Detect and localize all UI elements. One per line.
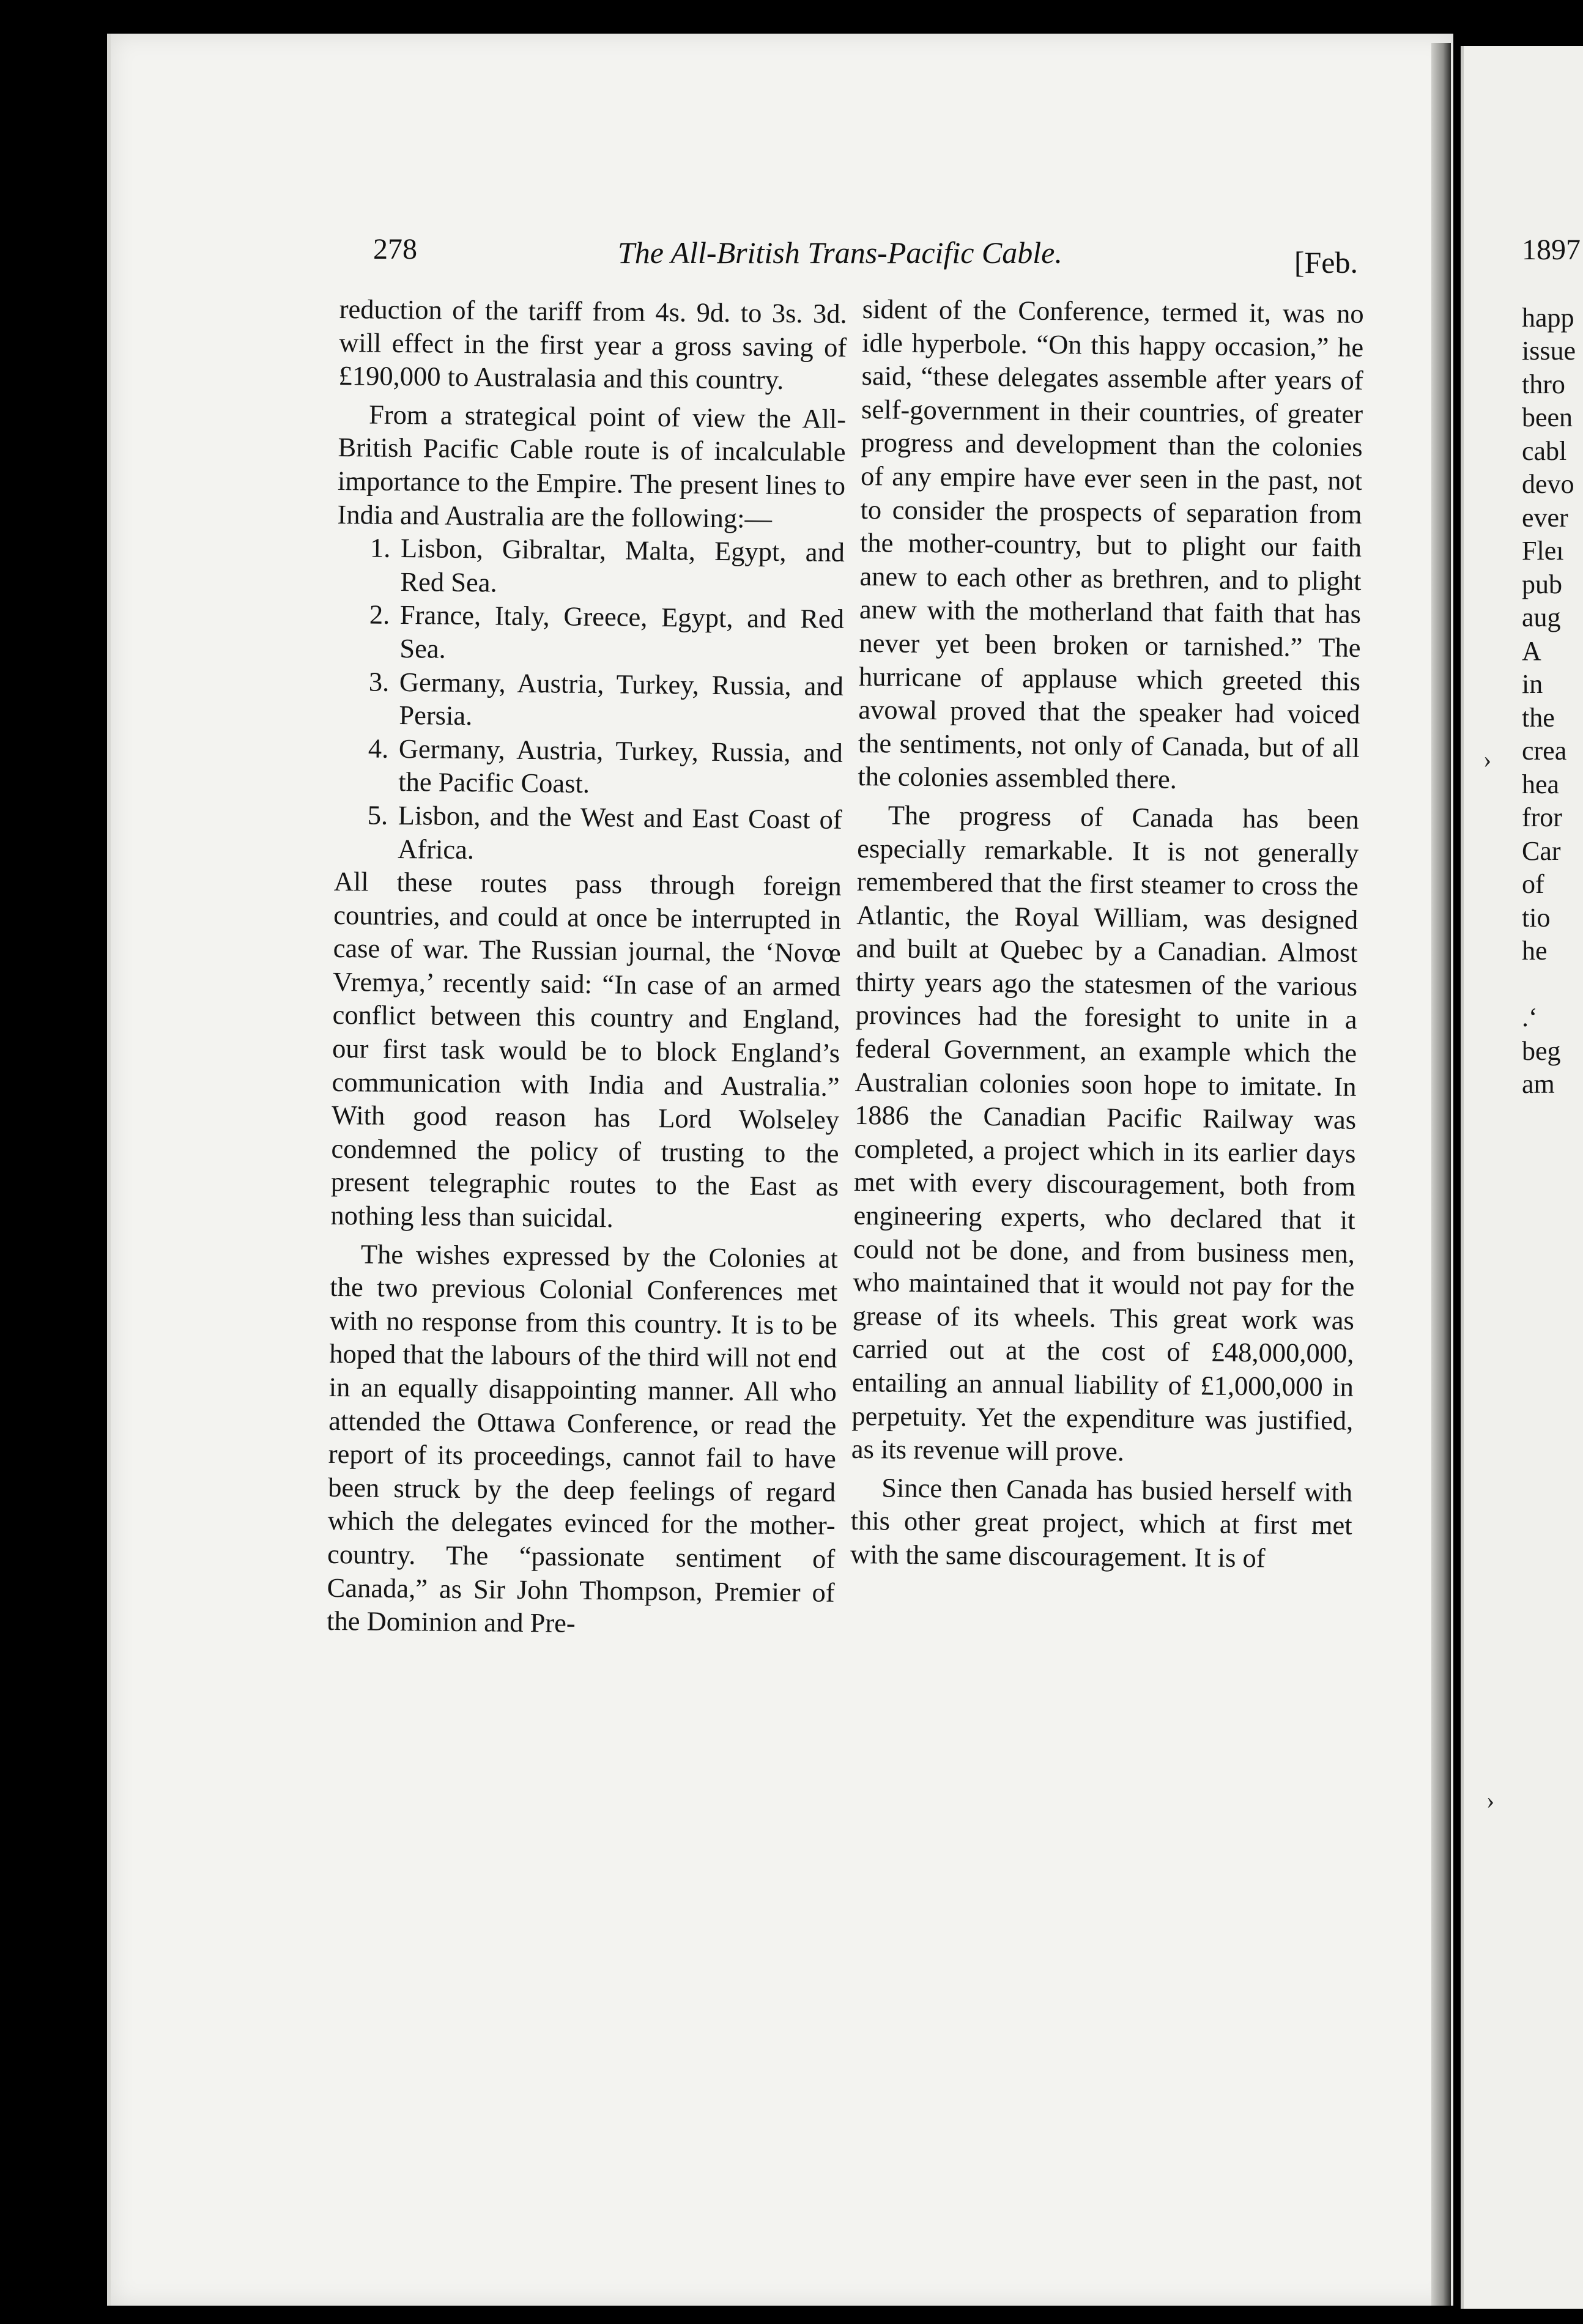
facing-page-line: fror <box>1522 802 1562 832</box>
list-text: France, Italy, Greece, Egypt, and Red Sea. <box>399 599 845 664</box>
list-item <box>369 598 845 670</box>
facing-page-text <box>1522 234 1583 1101</box>
facing-page-line: A <box>1522 635 1541 666</box>
facing-page-line: cabl <box>1522 435 1567 466</box>
issue-date: [Feb. <box>1294 245 1358 279</box>
list-number: 3. <box>368 666 390 697</box>
facing-page-line: hea <box>1522 769 1560 799</box>
facing-page-line: been <box>1522 402 1573 432</box>
page-edge-shadow <box>1431 43 1451 2306</box>
list-text: Lisbon, and the West and East Coast of Africa. <box>398 799 843 865</box>
list-text: Lisbon, Gibraltar, Malta, Egypt, and Red Sea. <box>400 533 845 598</box>
paragraph: reduction of the tariff from 4s. 9d. to 3s. 3d. will effect in the first year a gross saving of £190,000 to Australasia and this country. <box>338 293 847 396</box>
paragraph: sident of the Conference, termed it, was no idle hyperbole. “On this happy occasion,” he said, “these delegates assemble after years of self-government in their countries, of greater progress and development than the colonies of any empire have ever seen in the past, not to consider the prospects of separation from the mother-country, but to plight our faith anew to each other as brethren, and to plight anew with the motherland that faith that has never yet been broken or tarnished.” The hurricane of applause which greeted this avowal proved that the speaker had voiced the sentiments, not only of Canada, but of all the colonies assembled there. <box>858 293 1364 795</box>
paragraph: All these routes pass through foreign countries, and could at once be interrupted in case of war. The Russian journal, the ‘Novœ Vremya,’ recently said: “In case of an armed conflict between this country and England, our first task would be to block England’s communication with India and Australia.” With good reason has Lord Wolseley condemned the policy of trusting to the present telegraphic routes to the East as nothing less than suicidal. <box>330 866 842 1234</box>
facing-page-line: crea <box>1522 736 1567 766</box>
list-text: Germany, Austria, Turkey, Russia, and Persia. <box>399 666 844 731</box>
paragraph: The wishes expressed by the Colonies at the two previous Colonial Conferences met with no response from this country. It is to be hoped that the labours of the third will not end in an equally disappointing manner. All who attended the Ottawa Conference, or read the report of its proceedings, cannot fail to have been struck by the deep feelings of regard which the delegates evinced for the mother-country. The “passionate sentiment of Canada,” as Sir John Thompson, Premier of the Dominion and Pre- <box>326 1238 839 1638</box>
facing-page-line <box>1522 968 1583 1002</box>
left-column <box>327 292 847 1643</box>
facing-page-line: .‘ <box>1522 1002 1538 1032</box>
facing-page-year: 1897 <box>1522 234 1581 266</box>
right-column <box>850 292 1364 1575</box>
list-number: 4. <box>368 733 389 764</box>
facing-page-lines <box>1522 302 1583 1101</box>
list-item <box>369 531 845 603</box>
list-number: 5. <box>367 799 388 831</box>
facing-page-line: ever <box>1522 502 1568 533</box>
margin-mark: › <box>1486 1786 1495 1814</box>
facing-page-line: issue <box>1522 336 1576 366</box>
list-number: 1. <box>369 532 391 563</box>
facing-page-line: happ <box>1522 302 1574 333</box>
routes-list <box>334 531 845 870</box>
list-text: Germany, Austria, Turkey, Russia, and the Pacific Coast. <box>398 733 843 799</box>
list-item <box>367 798 843 870</box>
facing-page-line: am <box>1522 1069 1555 1099</box>
paragraph: From a strategical point of view the All-British Pacific Cable route is of incalculable importance to the Empire. The present lines to India and Australia are the following:— <box>337 399 847 534</box>
facing-page-line: of <box>1522 869 1544 899</box>
facing-page-line: the <box>1522 702 1555 733</box>
facing-page-line: Car <box>1522 835 1561 866</box>
running-title: The All-British Trans-Pacific Cable. <box>618 235 1062 270</box>
facing-page-line: devo <box>1522 469 1574 499</box>
facing-page-line: Fleı <box>1522 536 1564 566</box>
facing-page-line: he <box>1522 936 1548 966</box>
facing-page-line: in <box>1522 669 1543 699</box>
list-item <box>368 731 843 803</box>
list-number: 2. <box>369 599 390 631</box>
facing-page-line: aug <box>1522 602 1561 632</box>
page-header <box>373 220 1358 281</box>
facing-page-line: tio <box>1522 902 1551 933</box>
paragraph: Since then Canada has busied herself with this other great project, which at first met with the same discouragement. It is of <box>850 1472 1353 1574</box>
paragraph: The progress of Canada has been especially remarkable. It is not generally remembered that the first steamer to cross the Atlantic, the Royal William, was designed and built at Quebec by a Canadian. Almost thirty years ago the statesmen of the various provinces had the foresight to unite in a federal Government, an example which the Australian colonies soon hope to imitate. In 1886 the Canadian Pacific Railway was completed, a project which in its earlier days met with every discouragement, both from engineering experts, who declared that it could not be done, and from business men, who maintained that it would not pay for the grease of its wheels. This great work was carried out at the cost of £48,000,000, entailing an annual liability of £1,000,000 in perpetuity. Yet the expenditure was justified, as its revenue will prove. <box>851 799 1360 1467</box>
margin-mark: › <box>1483 746 1492 773</box>
page-number: 278 <box>373 233 417 265</box>
list-item <box>368 665 844 736</box>
facing-page-line: beg <box>1522 1035 1561 1066</box>
facing-page-line: pub <box>1522 569 1562 599</box>
facing-page-line: thro <box>1522 369 1565 399</box>
